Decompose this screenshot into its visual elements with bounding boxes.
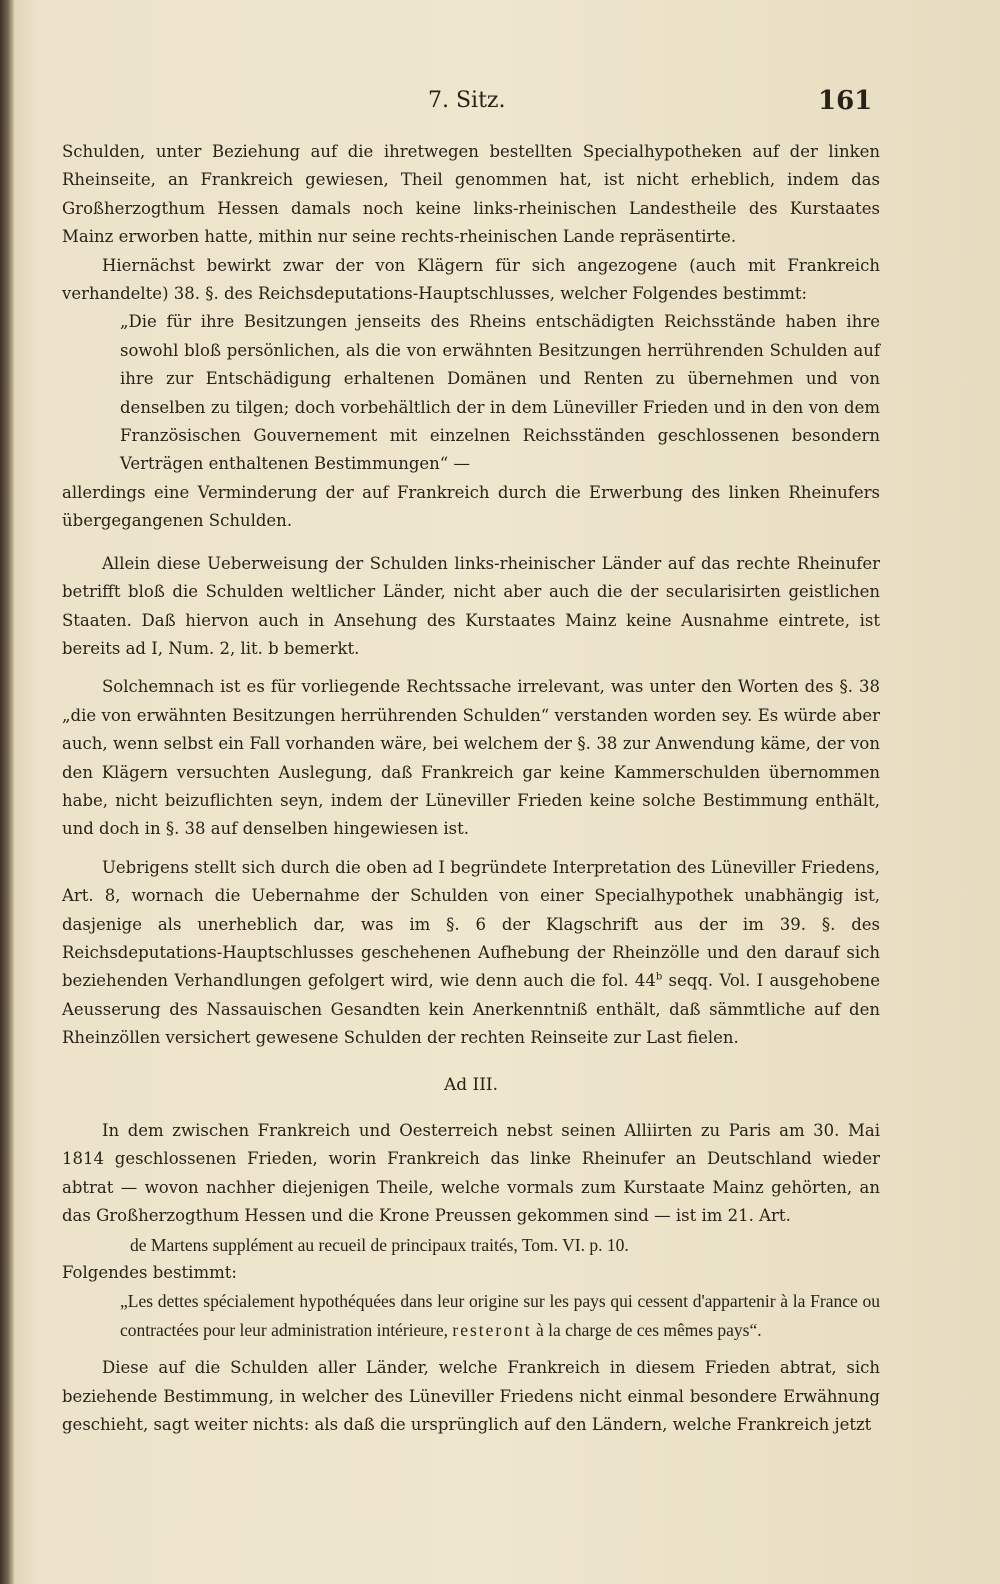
- paragraph: Hiernächst bewirkt zwar der von Klägern für sich angezogene (auch mit Frankreich verhandelte) 38. §. des Reichsdeputations-Hauptschlusses, welcher Folgendes bestimmt:: [62, 255, 880, 304]
- quote-emphasis: resteront: [452, 1319, 532, 1340]
- paragraph: Diese auf die Schulden aller Länder, welche Frankreich in diesem Frieden abtrat, sich beziehende Bestimmung, in welcher des Lüneviller Friedens nicht einmal besondere Erwähnung geschieht, sagt weiter nichts: als daß die ursprünglich auf den Ländern, welche Frankreich jetzt: [62, 1358, 880, 1435]
- body-text: [62, 138, 880, 1439]
- paragraph: allerdings eine Verminderung der auf Frankreich durch die Erwerbung des linken Rheinufers übergegangenen Schulden.: [62, 482, 880, 531]
- paragraph-text: seqq. Vol. I ausgehobene Aeusserung des Nassauischen Gesandten kein Anerkenntniß enthält, daß sämmtliche auf den Rheinzöllen versichert gewesene Schulden der rechten Reinseite zur Last fielen.: [62, 971, 880, 1048]
- page-header: [0, 88, 1000, 128]
- quote-text: à la charge de ces mêmes pays“.: [531, 1319, 762, 1340]
- book-spine-shadow: [0, 0, 14, 1584]
- page-number: 161: [818, 86, 873, 116]
- paragraph: In dem zwischen Frankreich und Oesterreich nebst seinen Alliirten zu Paris am 30. Mai 1814 geschlossenen Frieden, worin Frankreich das linke Rheinufer an Deutschland wieder abtrat — wovon nachher diejenigen Theile, welche vormals zum Kurstaate Mainz gehörten, an das Großherzogthum Hessen und die Krone Preussen gekommen sind — ist im 21. Art.: [62, 1121, 880, 1226]
- paragraph: [62, 854, 880, 1053]
- section-heading: Ad III.: [443, 1074, 499, 1095]
- paragraph: Solchemnach ist es für vorliegende Rechtssache irrelevant, was unter den Worten des §. 38 „die von erwähnten Besitzungen herrührenden Schulden“ verstanden worden sey. Es würde aber auch, wenn selbst ein Fall vorhanden wäre, bei welchem der §. 38 zur Anwendung käme, der von den Klägern versuchten Auslegung, daß Frankreich gar keine Kammerschulden übernommen habe, nicht beizuflichten seyn, indem der Lüneviller Frieden keine solche Bestimmung enthält, und doch in §. 38 auf denselben hingewiesen ist.: [62, 677, 880, 839]
- paragraph: Allein diese Ueberweisung der Schulden links-rheinischer Länder auf das rechte Rheinufer betrifft bloß die Schulden weltlicher Länder, nicht aber auch die der secularisirten geistlichen Staaten. Daß hiervon auch in Ansehung des Kurstaates Mainz keine Ausnahme eintrete, ist bereits ad I, Num. 2, lit. b bemerkt.: [62, 553, 880, 658]
- running-head: 7. Sitz.: [428, 88, 506, 113]
- paragraph-text: Uebrigens stellt sich durch die oben ad I begründete Interpretation des Lüneviller Friedens, Art. 8, wornach die Uebernahme der Schulden von einer Specialhypothek unabhängig ist, dasjenige als unerheblich dar, was im §. 6 der Klagschrift aus der im 39. §. des Reichsdeputations-Hauptschlusses geschehenen Aufhebung der Rheinzölle und den darauf sich beziehenden Verhandlungen gefolgert wird, wie denn auch die fol. 44: [62, 857, 880, 991]
- french-quote: [120, 1287, 880, 1344]
- paragraph-continuation: Schulden, unter Beziehung auf die ihretwegen bestellten Specialhypotheken auf der linken Rheinseite, an Frankreich gewiesen, Theil genommen hat, ist nicht erheblich, indem das Großherzogthum Hessen damals noch keine links-rheinischen Landestheile des Kurstaates Mainz erworben hatte, mithin nur seine rechts-rheinischen Lande repräsentirte.: [62, 142, 880, 247]
- paragraph: Folgendes bestimmt:: [62, 1263, 237, 1283]
- quote-text: „Les dettes spécialement hypothéquées dans leur origine sur les pays qui cessent d'appartenir à la France ou contractées pour leur administration intérieure,: [120, 1291, 880, 1340]
- block-quote: „Die für ihre Besitzungen jenseits des Rheins entschädigten Reichsstände haben ihre sowohl bloß persönlichen, als die von erwähnten Besitzungen herrührenden Schulden auf ihre zur Entschädigung erhaltenen Domänen und Renten zu übernehmen und von denselben zu tilgen; doch vorbehältlich der in dem Lüneviller Frieden und in den von dem Französischen Gouvernement mit einzelnen Reichsständen geschlossenen besondern Verträgen enthaltenen Bestimmungen“ —: [120, 312, 880, 474]
- superscript: b: [655, 971, 663, 983]
- citation: de Martens supplément au recueil de principaux traités, Tom. VI. p. 10.: [130, 1234, 629, 1255]
